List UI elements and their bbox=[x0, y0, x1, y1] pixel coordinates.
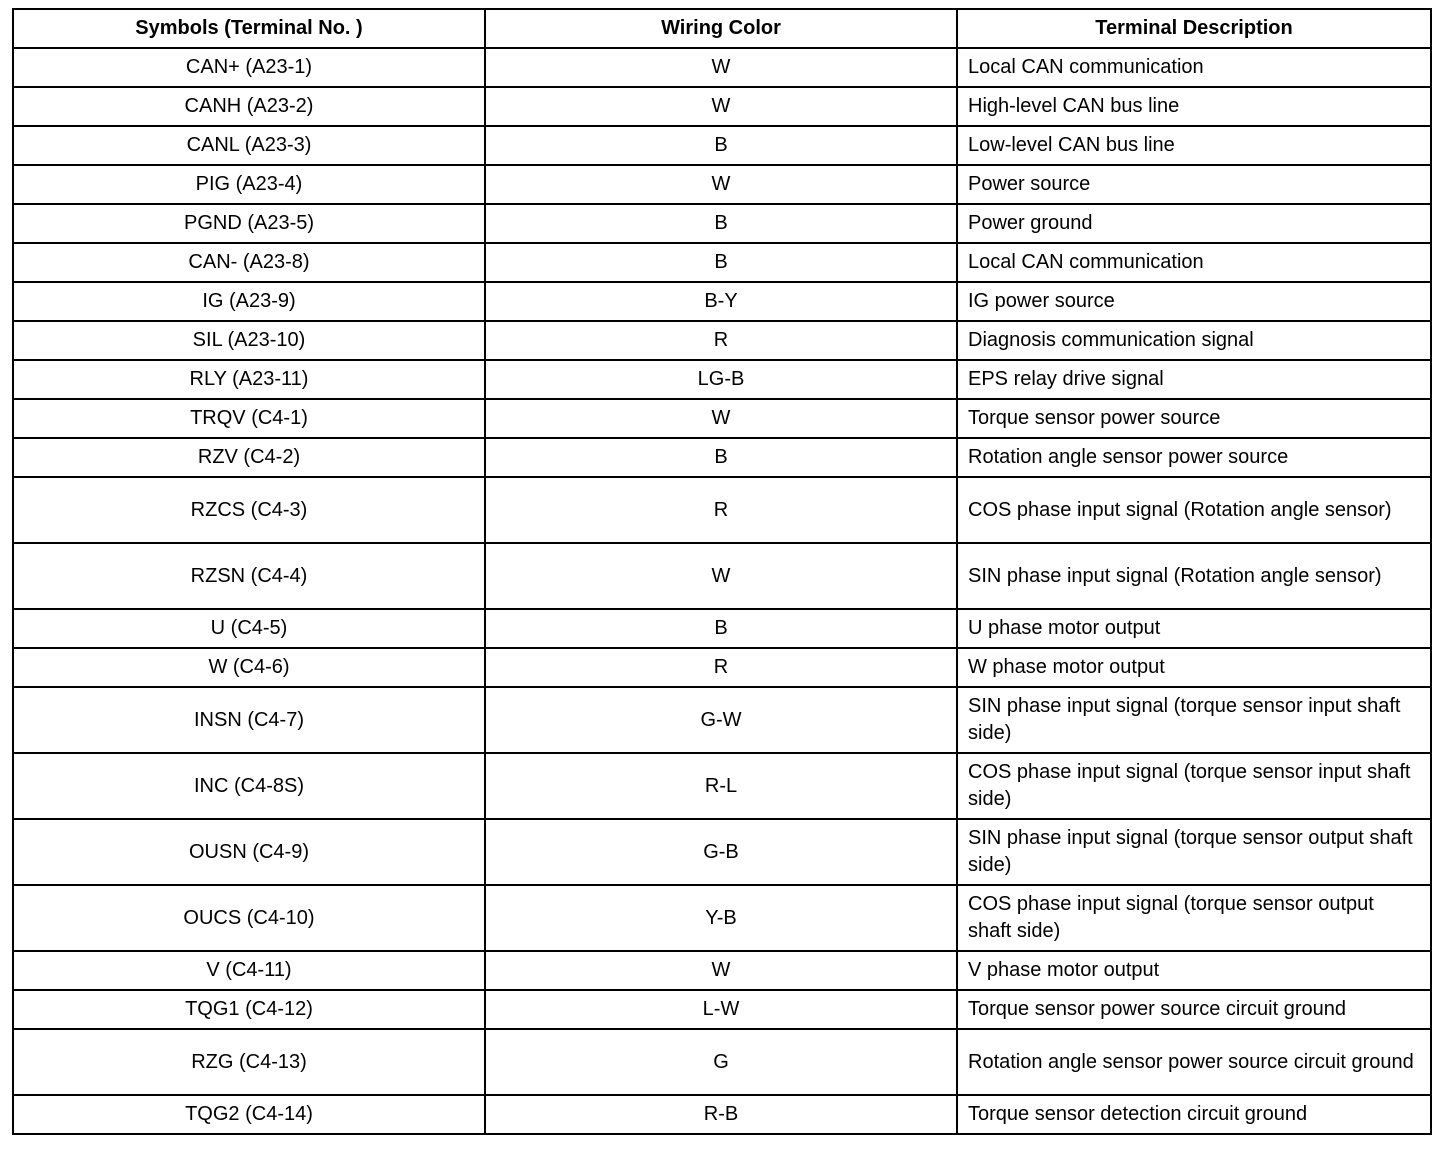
table-row bbox=[13, 48, 1431, 87]
wiring-color-cell: B bbox=[485, 438, 957, 477]
symbol-cell: CANL (A23-3) bbox=[13, 126, 485, 165]
symbol-cell: RZG (C4-13) bbox=[13, 1029, 485, 1095]
symbol-cell: RZV (C4-2) bbox=[13, 438, 485, 477]
description-cell: Rotation angle sensor power source bbox=[957, 438, 1431, 477]
description-cell: COS phase input signal (Rotation angle sensor) bbox=[957, 477, 1431, 543]
description-cell: SIN phase input signal (torque sensor output shaft side) bbox=[957, 819, 1431, 885]
symbol-cell: V (C4-11) bbox=[13, 951, 485, 990]
wiring-color-cell: B bbox=[485, 204, 957, 243]
description-cell: Power source bbox=[957, 165, 1431, 204]
symbol-cell: IG (A23-9) bbox=[13, 282, 485, 321]
symbol-cell: CAN+ (A23-1) bbox=[13, 48, 485, 87]
wiring-color-cell: R bbox=[485, 477, 957, 543]
table-row bbox=[13, 282, 1431, 321]
symbol-cell: RLY (A23-11) bbox=[13, 360, 485, 399]
description-cell: Torque sensor power source circuit ground bbox=[957, 990, 1431, 1029]
table-row bbox=[13, 885, 1431, 951]
table-row bbox=[13, 609, 1431, 648]
table-row bbox=[13, 543, 1431, 609]
wiring-color-cell: R bbox=[485, 648, 957, 687]
description-cell: SIN phase input signal (torque sensor input shaft side) bbox=[957, 687, 1431, 753]
symbol-cell: U (C4-5) bbox=[13, 609, 485, 648]
wiring-color-cell: W bbox=[485, 87, 957, 126]
symbol-cell: TQG2 (C4-14) bbox=[13, 1095, 485, 1134]
description-cell: IG power source bbox=[957, 282, 1431, 321]
description-cell: SIN phase input signal (Rotation angle sensor) bbox=[957, 543, 1431, 609]
symbol-cell: TQG1 (C4-12) bbox=[13, 990, 485, 1029]
terminal-table bbox=[12, 8, 1432, 1135]
symbol-cell: RZSN (C4-4) bbox=[13, 543, 485, 609]
wiring-color-cell: L-W bbox=[485, 990, 957, 1029]
wiring-color-cell: W bbox=[485, 399, 957, 438]
wiring-color-cell: Y-B bbox=[485, 885, 957, 951]
symbol-cell: CANH (A23-2) bbox=[13, 87, 485, 126]
wiring-color-cell: G bbox=[485, 1029, 957, 1095]
header-wiring-color: Wiring Color bbox=[485, 9, 957, 48]
table-row bbox=[13, 477, 1431, 543]
symbol-cell: TRQV (C4-1) bbox=[13, 399, 485, 438]
table-row bbox=[13, 1095, 1431, 1134]
symbol-cell: INSN (C4-7) bbox=[13, 687, 485, 753]
description-cell: COS phase input signal (torque sensor output shaft side) bbox=[957, 885, 1431, 951]
wiring-color-cell: G-B bbox=[485, 819, 957, 885]
table-header-row bbox=[13, 9, 1431, 48]
symbol-cell: RZCS (C4-3) bbox=[13, 477, 485, 543]
wiring-color-cell: W bbox=[485, 165, 957, 204]
header-symbol: Symbols (Terminal No. ) bbox=[13, 9, 485, 48]
description-cell: EPS relay drive signal bbox=[957, 360, 1431, 399]
symbol-cell: PIG (A23-4) bbox=[13, 165, 485, 204]
symbol-cell: OUSN (C4-9) bbox=[13, 819, 485, 885]
symbol-cell: PGND (A23-5) bbox=[13, 204, 485, 243]
description-cell: Local CAN communication bbox=[957, 48, 1431, 87]
description-cell: Local CAN communication bbox=[957, 243, 1431, 282]
description-cell: COS phase input signal (torque sensor input shaft side) bbox=[957, 753, 1431, 819]
symbol-cell: SIL (A23-10) bbox=[13, 321, 485, 360]
wiring-color-cell: B bbox=[485, 243, 957, 282]
symbol-cell: INC (C4-8S) bbox=[13, 753, 485, 819]
description-cell: Torque sensor detection circuit ground bbox=[957, 1095, 1431, 1134]
description-cell: Diagnosis communication signal bbox=[957, 321, 1431, 360]
description-cell: V phase motor output bbox=[957, 951, 1431, 990]
wiring-color-cell: B-Y bbox=[485, 282, 957, 321]
description-cell: W phase motor output bbox=[957, 648, 1431, 687]
wiring-color-cell: R bbox=[485, 321, 957, 360]
description-cell: Rotation angle sensor power source circuit ground bbox=[957, 1029, 1431, 1095]
symbol-cell: W (C4-6) bbox=[13, 648, 485, 687]
description-cell: U phase motor output bbox=[957, 609, 1431, 648]
wiring-color-cell: B bbox=[485, 126, 957, 165]
wiring-color-cell: B bbox=[485, 609, 957, 648]
symbol-cell: CAN- (A23-8) bbox=[13, 243, 485, 282]
table-row bbox=[13, 165, 1431, 204]
table-row bbox=[13, 438, 1431, 477]
wiring-color-cell: R-B bbox=[485, 1095, 957, 1134]
table-row bbox=[13, 321, 1431, 360]
table-row bbox=[13, 360, 1431, 399]
table-row bbox=[13, 126, 1431, 165]
wiring-color-cell: G-W bbox=[485, 687, 957, 753]
description-cell: Torque sensor power source bbox=[957, 399, 1431, 438]
wiring-color-cell: W bbox=[485, 951, 957, 990]
wiring-color-cell: W bbox=[485, 48, 957, 87]
table-row bbox=[13, 990, 1431, 1029]
wiring-color-cell: R-L bbox=[485, 753, 957, 819]
table-row bbox=[13, 87, 1431, 126]
symbol-cell: OUCS (C4-10) bbox=[13, 885, 485, 951]
wiring-color-cell: W bbox=[485, 543, 957, 609]
header-terminal-description: Terminal Description bbox=[957, 9, 1431, 48]
table-row bbox=[13, 951, 1431, 990]
table-row bbox=[13, 204, 1431, 243]
table-row bbox=[13, 648, 1431, 687]
description-cell: High-level CAN bus line bbox=[957, 87, 1431, 126]
wiring-color-cell: LG-B bbox=[485, 360, 957, 399]
table-row bbox=[13, 687, 1431, 753]
description-cell: Power ground bbox=[957, 204, 1431, 243]
table-row bbox=[13, 399, 1431, 438]
table-row bbox=[13, 1029, 1431, 1095]
table-row bbox=[13, 243, 1431, 282]
table-row bbox=[13, 753, 1431, 819]
description-cell: Low-level CAN bus line bbox=[957, 126, 1431, 165]
table-row bbox=[13, 819, 1431, 885]
